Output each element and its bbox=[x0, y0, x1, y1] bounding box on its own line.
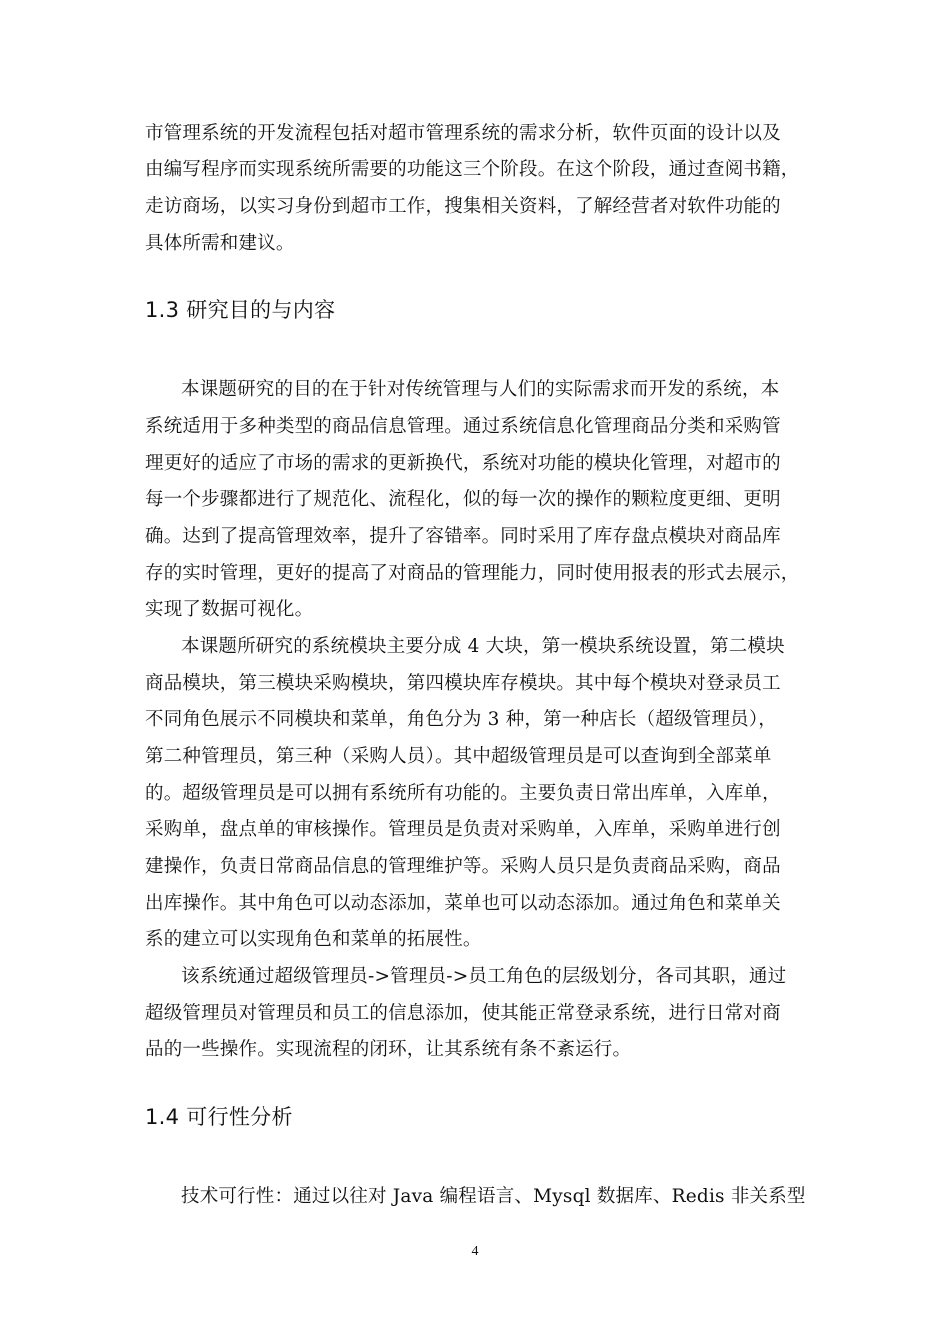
paragraph-line: 存的实时管理，更好的提高了对商品的管理能力，同时使用报表的形式去展示， bbox=[145, 563, 800, 584]
paragraph-line: 第二种管理员，第三种（采购人员）。其中超级管理员是可以查询到全部菜单 bbox=[145, 746, 772, 767]
intro-line: 市管理系统的开发流程包括对超市管理系统的需求分析，软件页面的设计以及 bbox=[145, 123, 781, 144]
section-heading-1-3: 1.3 研究目的与内容 bbox=[145, 298, 336, 322]
paragraph-line: 系的建立可以实现角色和菜单的拓展性。 bbox=[145, 929, 482, 950]
paragraph-line: 本课题研究的目的在于针对传统管理与人们的实际需求而开发的系统，本 bbox=[181, 379, 780, 400]
paragraph-line: 采购单，盘点单的审核操作。管理员是负责对采购单，入库单，采购单进行创 bbox=[145, 819, 781, 840]
section-heading-1-4: 1.4 可行性分析 bbox=[145, 1105, 293, 1129]
paragraph-line: 确。达到了提高管理效率，提升了容错率。同时采用了库存盘点模块对商品库 bbox=[145, 526, 781, 547]
paragraph-line: 不同角色展示不同模块和菜单，角色分为 3 种，第一种店长（超级管理员）， bbox=[145, 709, 777, 730]
page-number: 4 bbox=[471, 1244, 479, 1259]
intro-line: 具体所需和建议。 bbox=[145, 233, 295, 254]
paragraph-line: 本课题所研究的系统模块主要分成 4 大块，第一模块系统设置，第二模块 bbox=[181, 636, 785, 657]
paragraph-line: 建操作，负责日常商品信息的管理维护等。采购人员只是负责商品采购，商品 bbox=[145, 856, 781, 877]
paragraph-line: 系统适用于多种类型的商品信息管理。通过系统信息化管理商品分类和采购管 bbox=[145, 416, 781, 437]
paragraph-line: 该系统通过超级管理员->管理员->员工角色的层级划分，各司其职，通过 bbox=[181, 966, 787, 987]
paragraph-line: 每一个步骤都进行了规范化、流程化，似的每一次的操作的颗粒度更细、更明 bbox=[145, 489, 781, 510]
paragraph-line: 品的一些操作。实现流程的闭环，让其系统有条不紊运行。 bbox=[145, 1039, 632, 1060]
paragraph-line: 技术可行性：通过以往对 Java 编程语言、Mysql 数据库、Redis 非关系型 bbox=[181, 1186, 806, 1207]
paragraph-line: 实现了数据可视化。 bbox=[145, 599, 314, 620]
paragraph-line: 超级管理员对管理员和员工的信息添加，使其能正常登录系统，进行日常对商 bbox=[145, 1003, 781, 1024]
intro-line: 走访商场，以实习身份到超市工作，搜集相关资料，了解经营者对软件功能的 bbox=[145, 196, 781, 217]
paragraph-line: 出库操作。其中角色可以动态添加，菜单也可以动态添加。通过角色和菜单关 bbox=[145, 893, 781, 914]
paragraph-line: 的。超级管理员是可以拥有系统所有功能的。主要负责日常出库单，入库单， bbox=[145, 783, 781, 804]
paragraph-line: 商品模块，第三模块采购模块，第四模块库存模块。其中每个模块对登录员工 bbox=[145, 673, 781, 694]
paragraph-line: 理更好的适应了市场的需求的更新换代，系统对功能的模块化管理，对超市的 bbox=[145, 453, 781, 474]
intro-line: 由编写程序而实现系统所需要的功能这三个阶段。在这个阶段，通过查阅书籍， bbox=[145, 159, 800, 180]
